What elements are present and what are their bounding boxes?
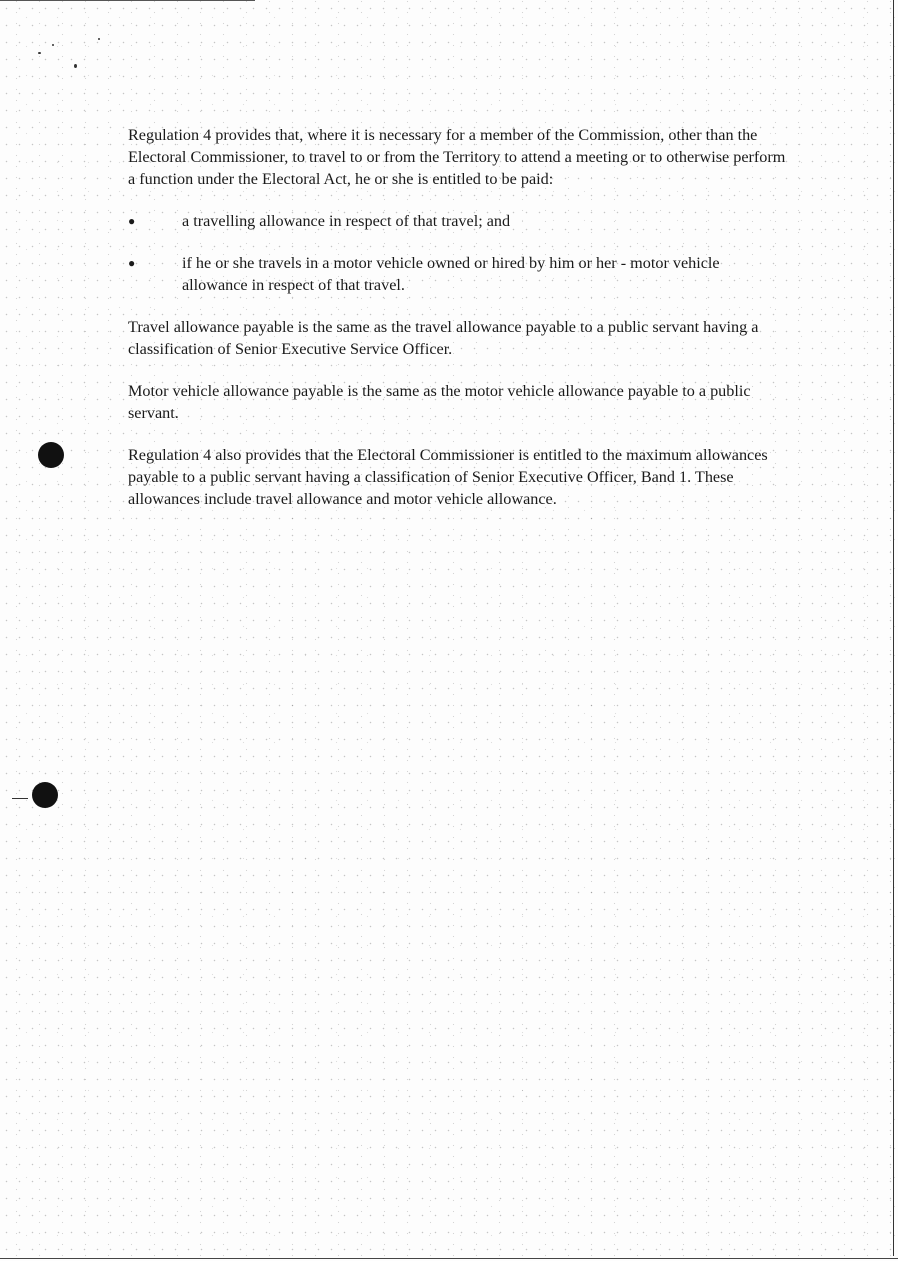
bullet-icon: ● <box>128 256 136 270</box>
paragraph-electoral-commissioner: Regulation 4 also provides that the Electoral Commissioner is entitled to the maximum allowances payable to a public servant having a classification of Senior Executive Officer, Band 1. These allowances include travel allowance and motor vehicle allowance. <box>128 446 768 508</box>
scan-speck <box>52 44 54 46</box>
paragraph-motor-vehicle-allowance: Motor vehicle allowance payable is the same as the motor vehicle allowance payable to a public servant. <box>128 382 751 422</box>
bullet-text: a travelling allowance in respect of that travel; and <box>182 212 511 230</box>
document-body <box>128 124 788 530</box>
punch-hole-upper <box>38 442 64 468</box>
bullet-travelling-allowance <box>128 210 788 232</box>
bottom-edge-line <box>0 1258 898 1259</box>
top-edge-line <box>0 0 255 1</box>
bullet-icon: ● <box>128 214 136 228</box>
bullet-text: if he or she travels in a motor vehicle owned or hired by him or her - motor vehicle allowance in respect of that travel. <box>182 254 720 294</box>
paragraph-travel-allowance: Travel allowance payable is the same as the travel allowance payable to a public servant having a classification of Senior Executive Service Officer. <box>128 318 759 358</box>
punch-hole-lower <box>32 782 58 808</box>
right-edge-line <box>893 0 894 1256</box>
scan-speck <box>38 52 41 54</box>
scan-speck <box>98 38 100 40</box>
scan-speck <box>12 798 28 799</box>
paragraph-regulation-4: Regulation 4 provides that, where it is necessary for a member of the Commission, other than the Electoral Commissioner, to travel to or from the Territory to attend a meeting or to otherwise perform a function under the Electoral Act, he or she is entitled to be paid: <box>128 126 786 188</box>
bullet-motor-vehicle-allowance <box>128 252 788 296</box>
scan-speck <box>74 64 77 68</box>
